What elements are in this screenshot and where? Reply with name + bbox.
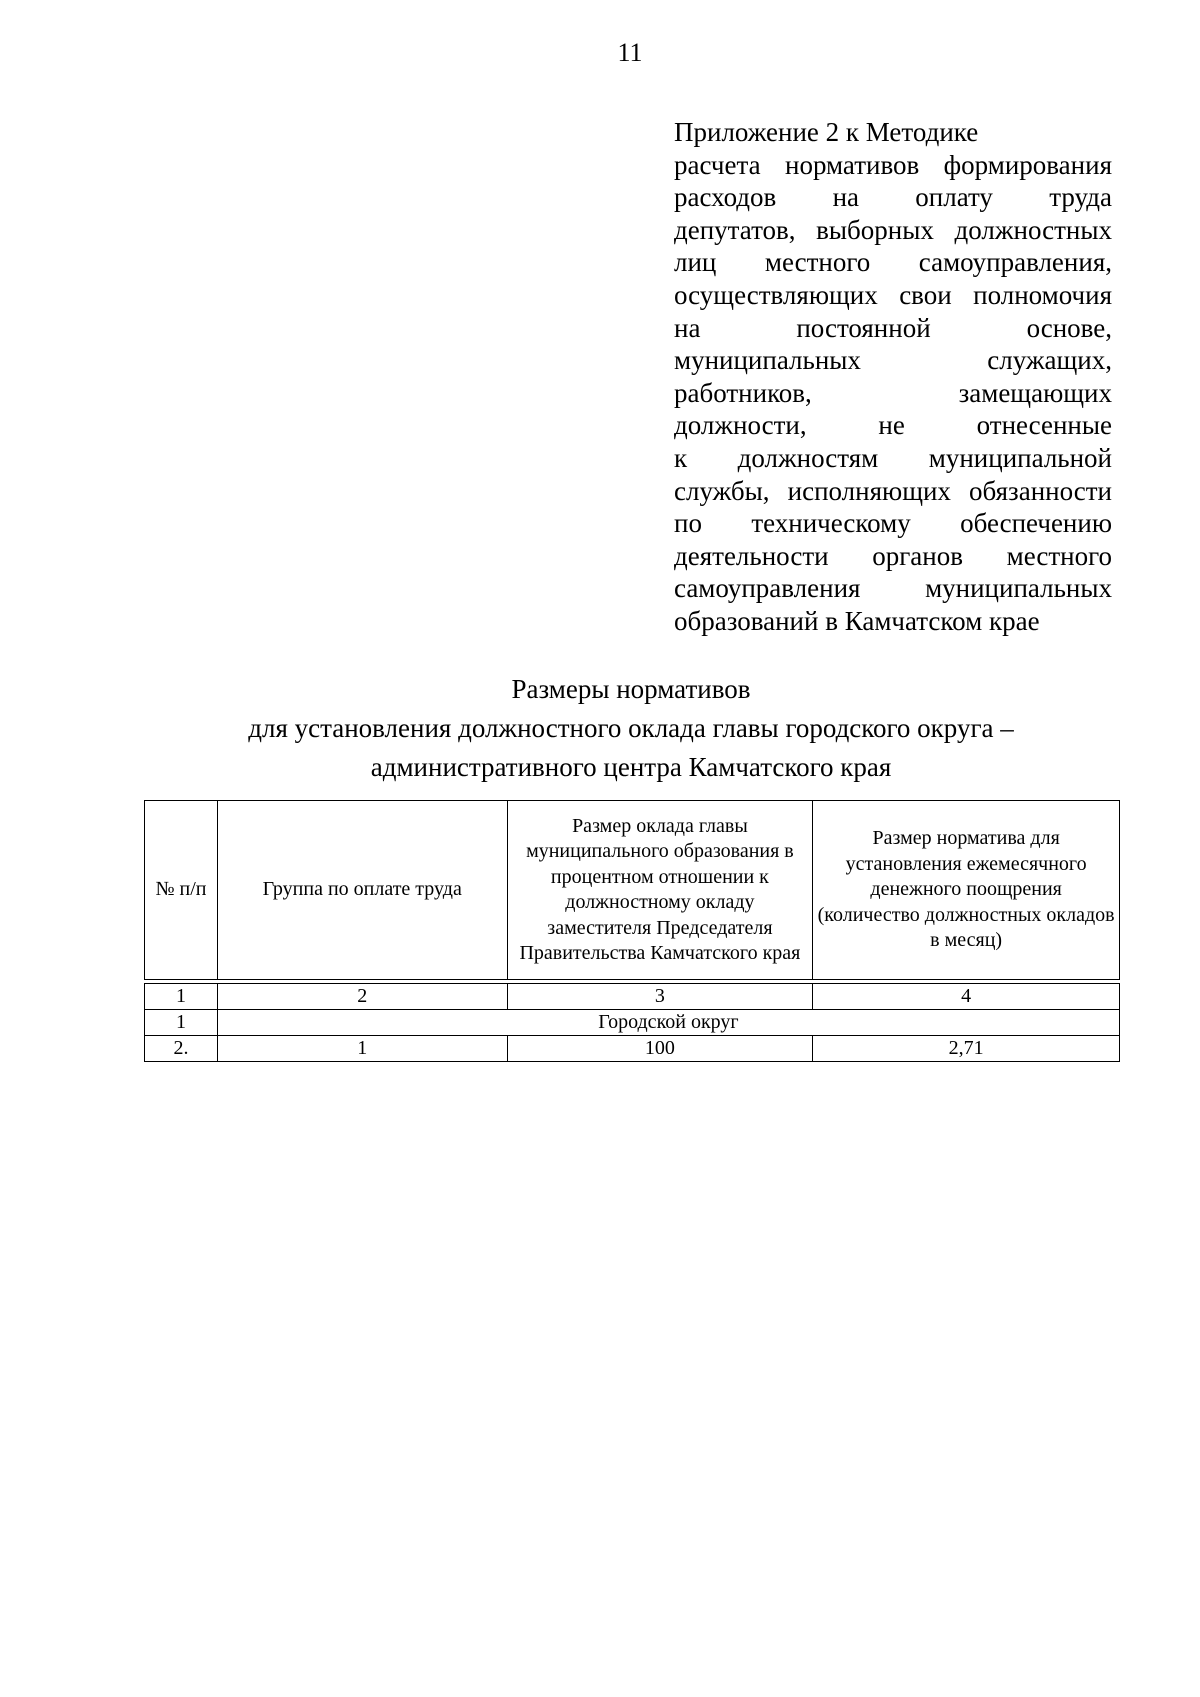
appendix-reference <box>674 116 1112 638</box>
table-row <box>145 1036 1120 1062</box>
row-bonus-norm: 2,71 <box>813 1036 1120 1062</box>
column-number: 1 <box>145 984 218 1010</box>
table-title-line: Размеры нормативов <box>511 674 751 704</box>
column-number: 4 <box>813 984 1120 1010</box>
appendix-line: самоуправления муниципальных <box>674 573 1112 604</box>
header-bonus-norm: Размер норматива для установления ежемесячного денежного поощрения (количество должностных окладов в месяц) <box>813 801 1120 980</box>
appendix-line: расчета нормативов формирования <box>674 149 1112 180</box>
section-number: 1 <box>145 1010 218 1036</box>
table-title-line: административного центра Камчатского края <box>370 752 892 782</box>
page-number: 11 <box>617 38 643 67</box>
appendix-line: депутатов, выборных должностных <box>674 214 1112 245</box>
row-pay-group: 1 <box>217 1036 507 1062</box>
row-number: 2. <box>145 1036 218 1062</box>
appendix-line: расходов на оплату труда <box>674 182 1112 213</box>
section-label: Городской округ <box>217 1010 1119 1036</box>
section-row <box>145 1010 1120 1036</box>
appendix-line: должности, не отнесенные <box>674 410 1112 441</box>
appendix-line: Приложение 2 к Методике <box>674 117 979 147</box>
appendix-line: к должностям муниципальной <box>674 442 1112 473</box>
appendix-line: образований в Камчатском крае <box>674 605 1040 636</box>
appendix-line: осуществляющих свои полномочия <box>674 279 1112 310</box>
table-title-line: для установления должностного оклада главы городского округа – <box>248 713 1014 743</box>
table-title <box>0 670 1200 787</box>
appendix-line: по техническому обеспечению <box>674 508 1112 539</box>
norms-table <box>144 800 1120 1062</box>
row-salary-percent: 100 <box>507 1036 813 1062</box>
header-number: № п/п <box>145 801 218 980</box>
column-numbers-row <box>145 984 1120 1010</box>
header-salary-percent: Размер оклада главы муниципального образования в процентном отношении к должностному окладу заместителя Председателя Правительства Камчатского края <box>507 801 813 980</box>
appendix-line: службы, исполняющих обязанности <box>674 475 1112 506</box>
appendix-line: деятельности органов местного <box>674 540 1112 571</box>
appendix-line: работников, замещающих <box>674 377 1112 408</box>
appendix-line: на постоянной основе, <box>674 312 1112 343</box>
appendix-line: муниципальных служащих, <box>674 345 1112 376</box>
appendix-line: лиц местного самоуправления, <box>674 247 1112 278</box>
column-number: 3 <box>507 984 813 1010</box>
header-pay-group: Группа по оплате труда <box>217 801 507 980</box>
column-number: 2 <box>217 984 507 1010</box>
table-header-row <box>145 801 1120 980</box>
